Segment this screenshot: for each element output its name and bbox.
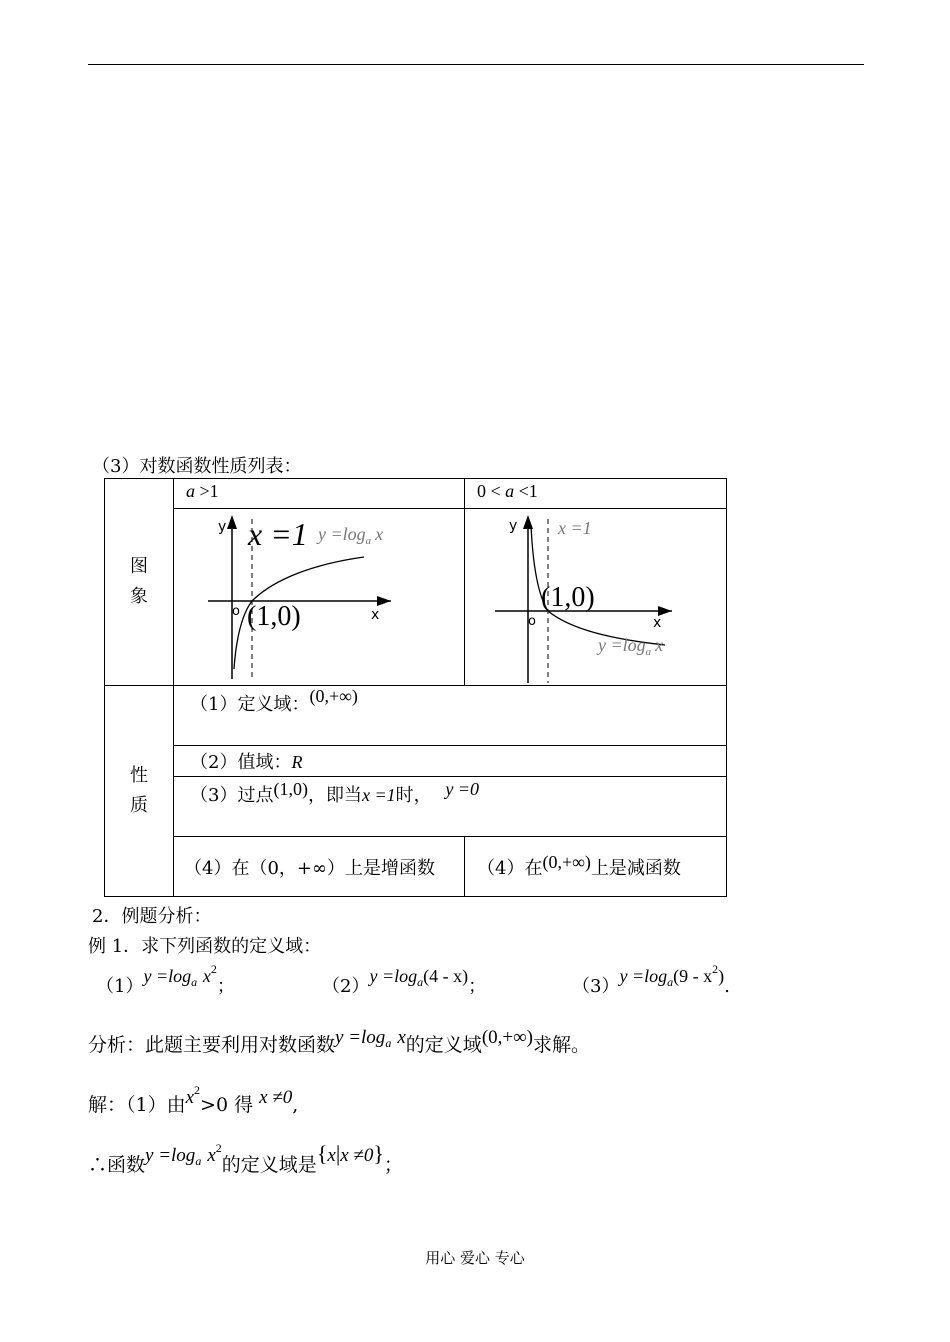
- example-heading: 2．例题分析：: [92, 906, 212, 927]
- example1-title: 例 1．求下列函数的定义域：: [88, 936, 322, 957]
- problem-3: $(3)y =\log_a(9 - x^2)$.: [572, 962, 730, 997]
- prop-domain: （1）定义域：(0,+∞): [174, 686, 727, 746]
- func-label: $y =\log_a$ x: [318, 524, 384, 547]
- graph-decreasing: [465, 509, 727, 686]
- y-axis-label: y: [509, 518, 518, 534]
- prop-range: （2）值域：R: [174, 746, 727, 777]
- x-axis-label: x: [653, 615, 662, 631]
- origin-label: o: [232, 604, 240, 619]
- prop-fixed-point: （3）过点(1,0)，即当x =1时， y =0: [174, 777, 727, 837]
- asymptote-label: x =1: [248, 516, 308, 552]
- section-title: （3）对数函数性质列表：: [92, 456, 302, 477]
- x-axis-arrow: [377, 596, 391, 606]
- conclusion-line: ∴函数$y =\log_a$ $x^2$的定义域是{x|x ≠0}；: [88, 1141, 403, 1176]
- x-axis-label: x: [371, 607, 380, 623]
- asymptote-label: x =1: [558, 518, 592, 538]
- prop-decreasing: （4）在(0,+∞)上是减函数: [465, 837, 727, 897]
- graph-increasing: [174, 509, 465, 686]
- image-row-label: 图象: [105, 479, 174, 686]
- y-axis-arrow: [227, 515, 237, 529]
- analysis-line: 分析：此题主要利用对数函数$y =\log_a$ x的定义域(0,+∞)求解。: [88, 1027, 590, 1056]
- point-label: (1,0): [247, 601, 301, 632]
- origin-label: o: [528, 614, 536, 629]
- properties-table: [104, 478, 727, 897]
- problem-1: $(1)y =\log_a$ $x^2$；: [96, 962, 235, 997]
- header-a-greater-1: a >1: [174, 479, 465, 509]
- log-graph-increasing: [174, 509, 465, 685]
- solution-line: 解：（1）由$x^2>0$ 得 x ≠0,: [88, 1083, 299, 1116]
- prop-increasing: （4）在（0，+∞）上是增函数: [174, 837, 465, 897]
- log-graph-decreasing: [465, 509, 727, 685]
- func-label: $y =\log_a$ x: [598, 635, 664, 658]
- problem-2: $(2)y =\log_a(4 - x)$；: [322, 966, 487, 997]
- props-row-label: 性质: [105, 686, 174, 897]
- header-a-between-0-1: 0 < a <1: [465, 479, 727, 509]
- page-footer: 用心 爱心 专心: [425, 1249, 525, 1267]
- y-axis-label: y: [218, 519, 227, 535]
- header-rule: [88, 64, 864, 65]
- point-label: (1,0): [541, 582, 595, 613]
